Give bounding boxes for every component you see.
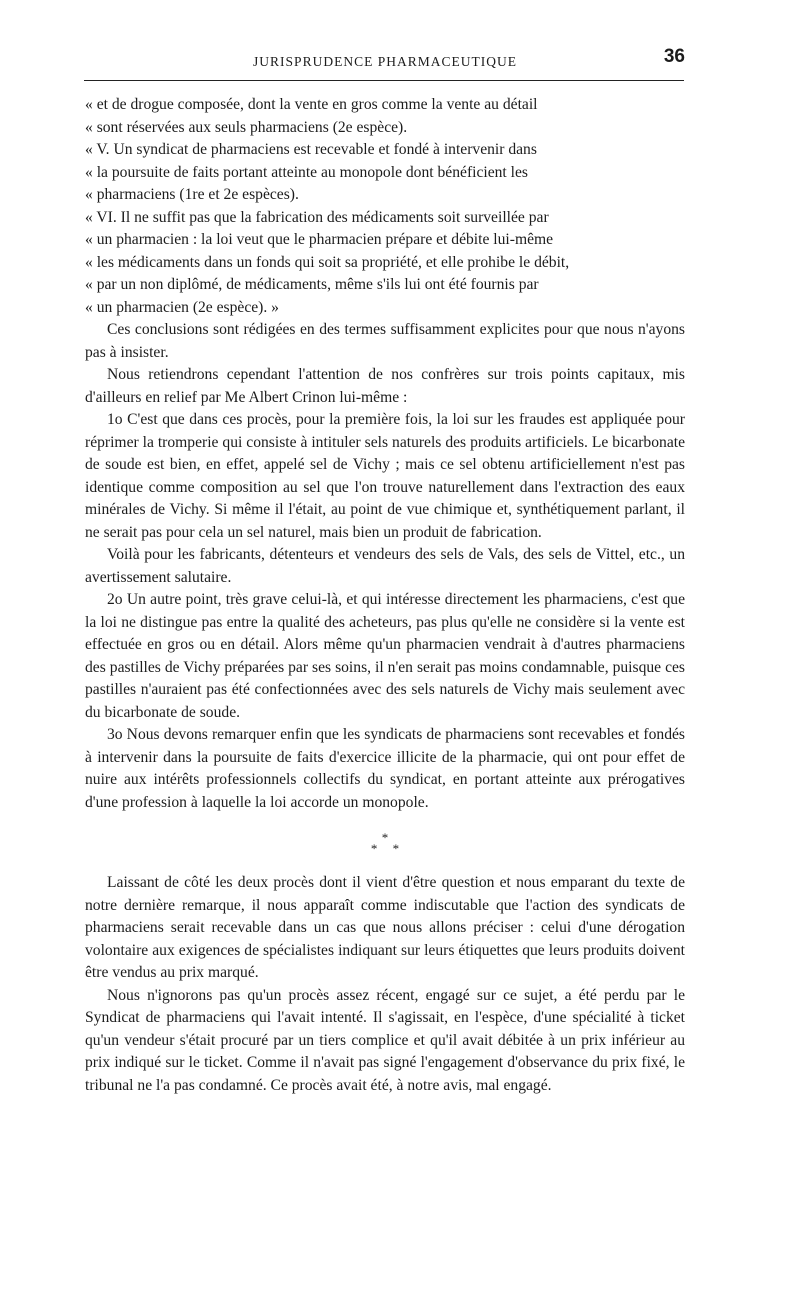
quote-line: « sont réservées aux seuls pharmaciens (2e espèce). bbox=[85, 118, 408, 136]
paragraph: Nous retiendrons cependant l'attention de nos confrères sur trois points capitaux, mis d'ailleurs en relief par Me Albert Crinon lui-même : bbox=[85, 366, 685, 406]
quote-block bbox=[85, 94, 685, 319]
paragraph: Ces conclusions sont rédigées en des termes suffisamment explicites pour que nous n'ayons pas à insister. bbox=[85, 321, 685, 361]
page-number: 36 bbox=[663, 46, 685, 67]
paragraph: Laissant de côté les deux procès dont il vient d'être question et nous emparant du texte de notre dernière remarque, il nous apparaît comme indiscutable que l'action des syndicats de pharmaciens serait recevable dans un cas que nous allons préciser : celui d'une dérogation volontaire aux exigences de spécialistes indiquant sur leurs étiquettes que leurs produits doivent être vendus au prix marqué. bbox=[85, 874, 685, 981]
page-header bbox=[85, 46, 685, 76]
separator-top: * bbox=[381, 830, 389, 845]
quote-line: « la poursuite de faits portant atteinte au monopole dont bénéficient les bbox=[85, 163, 528, 181]
quote-line: « un pharmacien (2e espèce). » bbox=[85, 298, 279, 316]
running-title: JURISPRUDENCE PHARMACEUTIQUE bbox=[253, 54, 517, 69]
section-separator bbox=[85, 814, 685, 866]
paragraph: Nous n'ignorons pas qu'un procès assez récent, engagé sur ce sujet, a été perdu par le Syndicat de pharmaciens qui l'avait intenté. Il s'agissait, en l'espèce, d'une spécialité à ticket qu'un vendeur s'était procuré par un tiers complice et qu'il avait débitée à un prix inférieur au prix indiqué sur le ticket. Comme il n'avait pas signé l'engagement d'observance du prix fixé, le tribunal ne l'a pas condamné. Ce procès avait été, à notre avis, mal engagé. bbox=[85, 986, 685, 1094]
body-text bbox=[85, 94, 685, 1097]
quote-line: « les médicaments dans un fonds qui soit sa propriété, et elle prohibe le débit, bbox=[85, 253, 570, 271]
paragraph: 2o Un autre point, très grave celui-là, et qui intéresse directement les pharmaciens, c'est que la loi ne distingue pas entre la qualité des acheteurs, pas plus qu'elle ne considère si la vente est effectuée en gros ou en détail. Alors même qu'un pharmacien vendrait à d'autres pharmaciens des pastilles de Vichy préparées par ses soins, il n'en serait pas moins condamnable, puisque ces pastilles n'auraient pas été confectionnées avec des sels naturels de Vichy mais seulement avec du bicarbonate de soude. bbox=[85, 591, 685, 721]
quote-line: « pharmaciens (1re et 2e espèces). bbox=[85, 186, 299, 203]
quote-line: « un pharmacien : la loi veut que le pharmacien prépare et débite lui-même bbox=[85, 231, 554, 248]
second-section bbox=[85, 872, 685, 1097]
paragraph: Voilà pour les fabricants, détenteurs et vendeurs des sels de Vals, des sels de Vittel, etc., un avertissement salutaire. bbox=[85, 546, 685, 586]
quote-line: « VI. Il ne suffit pas que la fabrication des médicaments soit surveillée par bbox=[85, 208, 549, 226]
paragraph: 3o Nous devons remarquer enfin que les syndicats de pharmaciens sont recevables et fondés à intervenir dans la poursuite de faits d'exercice illicite de la pharmacie, qui ont pour effet de nuire aux intérêts professionnels collectifs du syndicat, en portant atteinte aux prérogatives d'une profession à laquelle la loi accorde un monopole. bbox=[85, 726, 685, 811]
paragraph: 1o C'est que dans ces procès, pour la première fois, la loi sur les fraudes est appliquée pour réprimer la tromperie qui consiste à intituler sels naturels des produits artificiels. Le bicarbonate de soude est bien, en effet, appelé sel de Vichy ; mais ce sel obtenu artificiellement n'est pas identique comme composition au sel que l'on trouve naturellement dans l'extraction des eaux minérales de Vichy. Si même il l'était, au point de vue chimique et, synthétiquement parlant, il ne serait pas pour cela un sel naturel, mais bien un produit de fabrication. bbox=[85, 411, 685, 541]
quote-line: « par un non diplômé, de médicaments, même s'ils lui ont été fournis par bbox=[85, 276, 539, 293]
separator-bottom: * * bbox=[370, 841, 406, 856]
header-rule bbox=[84, 80, 684, 81]
quote-line: « V. Un syndicat de pharmaciens est recevable et fondé à intervenir dans bbox=[85, 141, 537, 158]
quote-line: « et de drogue composée, dont la vente en gros comme la vente au détail bbox=[85, 96, 538, 113]
